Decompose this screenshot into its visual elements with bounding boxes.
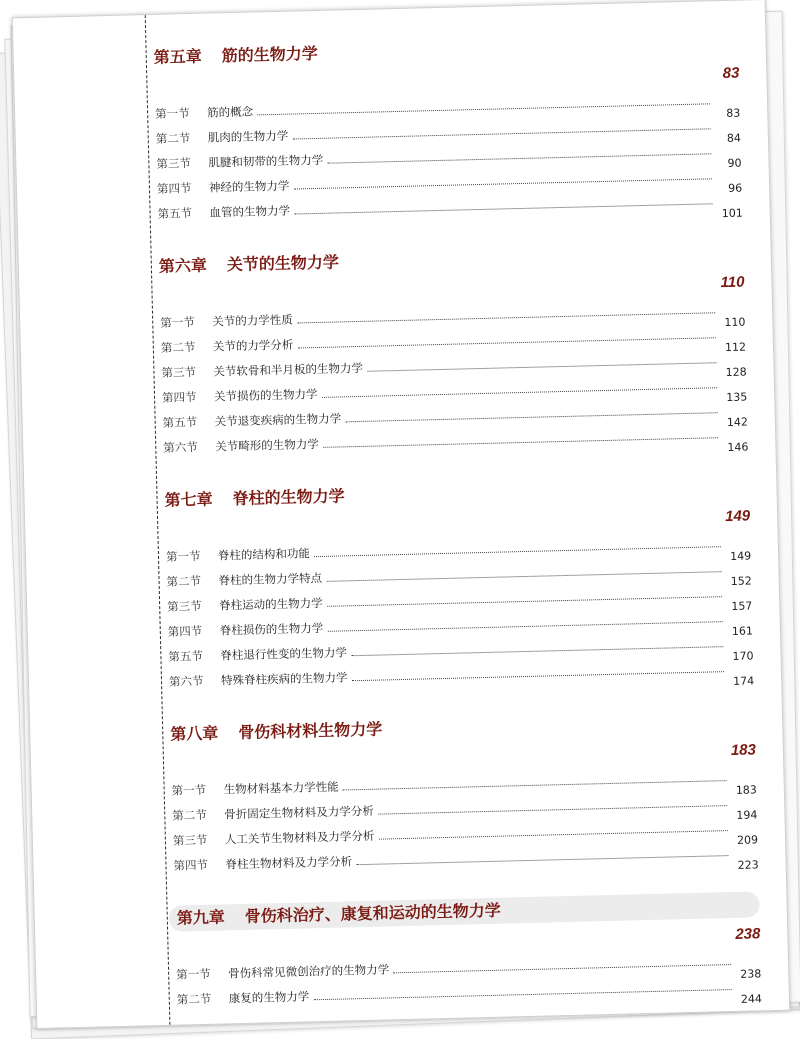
chapter-number: 第七章 (164, 489, 213, 510)
section-number: 第四节 (161, 389, 197, 405)
chapter-page-number: 183 (730, 741, 757, 760)
section-title: 关节的力学性质 (212, 312, 293, 329)
toc-page (12, 0, 791, 1029)
section-page-number: 183 (735, 783, 758, 797)
section-number: 第六节 (168, 673, 204, 689)
section-title: 骨伤科常见微创治疗的生物力学 (228, 962, 390, 981)
section-page-number: 110 (724, 315, 746, 330)
section-page-number: 161 (731, 624, 754, 638)
chapter-number: 第九章 (176, 907, 226, 928)
section-title: 肌肉的生物力学 (207, 128, 289, 145)
section-title: 生物材料基本力学性能 (223, 779, 339, 797)
section-number: 第三节 (172, 832, 208, 848)
section-title: 脊柱运动的生物力学 (219, 595, 323, 613)
chapter-number: 第八章 (170, 723, 219, 744)
chapter-heading[interactable] (159, 240, 744, 280)
section-page-number: 90 (727, 156, 742, 170)
section-number: 第一节 (176, 966, 211, 982)
chapter-title: 骨伤科材料生物力学 (238, 719, 383, 743)
section-number: 第一节 (160, 314, 195, 330)
section-title: 肌腱和韧带的生物力学 (208, 152, 324, 170)
chapter-title: 关节的生物力学 (226, 252, 340, 275)
section-number: 第五节 (168, 648, 204, 664)
chapter-number: 第六章 (158, 255, 208, 276)
chapter-heading[interactable] (164, 473, 749, 513)
section-title: 脊柱的结构和功能 (217, 546, 311, 563)
section-page-number: 244 (740, 992, 763, 1006)
section-title: 脊柱生物材料及力学分析 (225, 854, 353, 872)
section-page-number: 101 (721, 206, 743, 221)
section-page-number: 149 (729, 549, 752, 563)
section-title: 康复的生物力学 (228, 989, 310, 1006)
section-page-number: 194 (736, 808, 758, 822)
section-list (166, 525, 754, 689)
section-list (155, 83, 743, 222)
section-number: 第二节 (166, 573, 202, 589)
section-page-number: 112 (724, 340, 747, 355)
chapter-title: 脊柱的生物力学 (232, 486, 345, 509)
section-number: 第一节 (154, 106, 190, 121)
section-title: 骨折固定生物材料及力学分析 (224, 803, 374, 822)
section-title: 筋的概念 (206, 104, 254, 120)
section-page-number: 83 (726, 106, 741, 120)
section-number: 第一节 (165, 548, 201, 564)
section-title: 关节软骨和半月板的生物力学 (213, 360, 364, 379)
section-number: 第三节 (167, 598, 202, 614)
section-title: 脊柱损伤的生物力学 (219, 620, 324, 638)
section-page-number: 152 (730, 574, 752, 588)
section-number: 第六节 (163, 439, 198, 455)
chapter-title: 骨伤科治疗、康复和运动的生物力学 (244, 900, 501, 926)
section-title: 血管的生物力学 (209, 203, 291, 220)
chapter-page-number: 110 (720, 273, 745, 292)
section-number: 第三节 (156, 156, 192, 171)
section-page-number: 128 (725, 365, 747, 380)
section-number: 第三节 (161, 364, 197, 380)
section-title: 人工关节生物材料及力学分析 (224, 828, 375, 847)
section-list (171, 759, 758, 873)
section-number: 第四节 (167, 623, 203, 639)
section-title: 关节退变疾病的生物力学 (214, 411, 342, 429)
section-number: 第二节 (160, 339, 196, 355)
chapter-title: 筋的生物力学 (221, 43, 318, 66)
chapter-block (159, 240, 749, 472)
section-number: 第一节 (171, 782, 207, 798)
section-title: 脊柱退行性变的生物力学 (220, 645, 348, 663)
chapter-block (170, 707, 759, 889)
chapter-block (164, 473, 754, 705)
section-page-number: 142 (726, 415, 749, 430)
table-of-contents (153, 31, 762, 1029)
chapter-page-number: 83 (722, 64, 740, 83)
chapter-block (175, 891, 763, 1023)
section-page-number: 170 (732, 649, 754, 663)
section-title: 特殊脊柱疾病的生物力学 (220, 670, 348, 688)
section-page-number: 84 (726, 131, 742, 145)
section-page-number: 223 (737, 858, 759, 872)
chapter-number: 第五章 (153, 46, 203, 67)
section-number: 第二节 (172, 807, 207, 823)
section-number: 第四节 (173, 857, 209, 873)
section-page-number: 238 (740, 967, 762, 981)
section-number: 第五节 (162, 414, 198, 430)
section-page-number: 146 (727, 440, 749, 455)
section-title: 关节损伤的生物力学 (213, 387, 318, 404)
section-list (160, 292, 748, 456)
chapter-block (153, 31, 743, 238)
section-number: 第四节 (156, 181, 192, 196)
section-title: 关节畸形的生物力学 (215, 436, 319, 454)
section-number: 第二节 (155, 131, 191, 146)
section-title: 脊柱的生物力学特点 (218, 570, 323, 588)
section-number: 第五节 (157, 206, 193, 221)
chapter-heading[interactable] (153, 31, 738, 71)
section-page-number: 209 (736, 833, 759, 847)
chapter-heading[interactable] (169, 891, 760, 931)
section-page-number: 96 (727, 181, 743, 195)
section-title: 关节的力学分析 (212, 337, 294, 354)
chapter-page-number: 149 (724, 507, 751, 526)
section-page-number: 174 (733, 674, 755, 688)
section-page-number: 135 (726, 390, 748, 405)
chapter-page-number: 238 (735, 925, 761, 943)
section-page-number: 157 (731, 599, 753, 613)
section-number: 第二节 (176, 991, 212, 1007)
chapter-heading[interactable] (170, 707, 755, 747)
section-title: 神经的生物力学 (208, 178, 290, 195)
